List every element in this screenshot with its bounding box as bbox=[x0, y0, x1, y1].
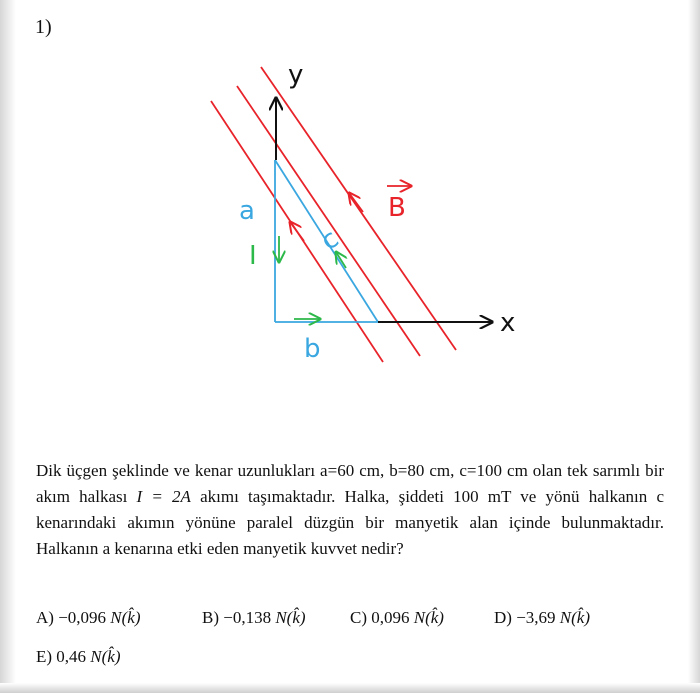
option-c: C) 0,096 N(k̂) bbox=[350, 608, 444, 627]
axes bbox=[276, 98, 492, 322]
option-b: B) −0,138 N(k̂) bbox=[202, 608, 306, 627]
field-line-3 bbox=[261, 67, 456, 350]
question-number: 1) bbox=[35, 16, 52, 38]
question-text-part-1: Dik üçgen şeklinde ve kenar uzunlukları a=60 cm, b=80 cm, c=100 cm olan tek sarımlı bir akım halkası bbox=[36, 461, 664, 506]
option-d: D) −3,69 N(k̂) bbox=[494, 608, 590, 627]
side-a-label: a bbox=[239, 196, 255, 226]
option-a: A) −0,096 N(k̂) bbox=[36, 608, 141, 627]
question-text bbox=[36, 458, 664, 562]
current-label: I bbox=[249, 241, 257, 271]
current-arrow-c bbox=[336, 252, 346, 268]
side-c-label: c bbox=[315, 223, 345, 257]
field-label: B bbox=[388, 193, 406, 223]
x-axis-label: x bbox=[500, 308, 516, 338]
field-arrow-2 bbox=[349, 193, 363, 212]
y-axis-label: y bbox=[288, 60, 304, 90]
question-text-part-2: akımı taşımaktadır. Halka, şiddeti 100 mT ve yönü halkanın c kenarındaki akımın yönüne paralel düzgün bir manyetik alan içinde bulunmaktadır. Halkanın a kenarına etki eden manyetik kuvvet nedir? bbox=[36, 487, 664, 558]
page-shadow-bottom bbox=[0, 683, 700, 693]
current-formula: I = 2A bbox=[136, 487, 191, 506]
field-arrow-1 bbox=[290, 222, 304, 241]
option-e: E) 0,46 N(k̂) bbox=[36, 647, 121, 666]
side-b-label: b bbox=[304, 334, 321, 364]
